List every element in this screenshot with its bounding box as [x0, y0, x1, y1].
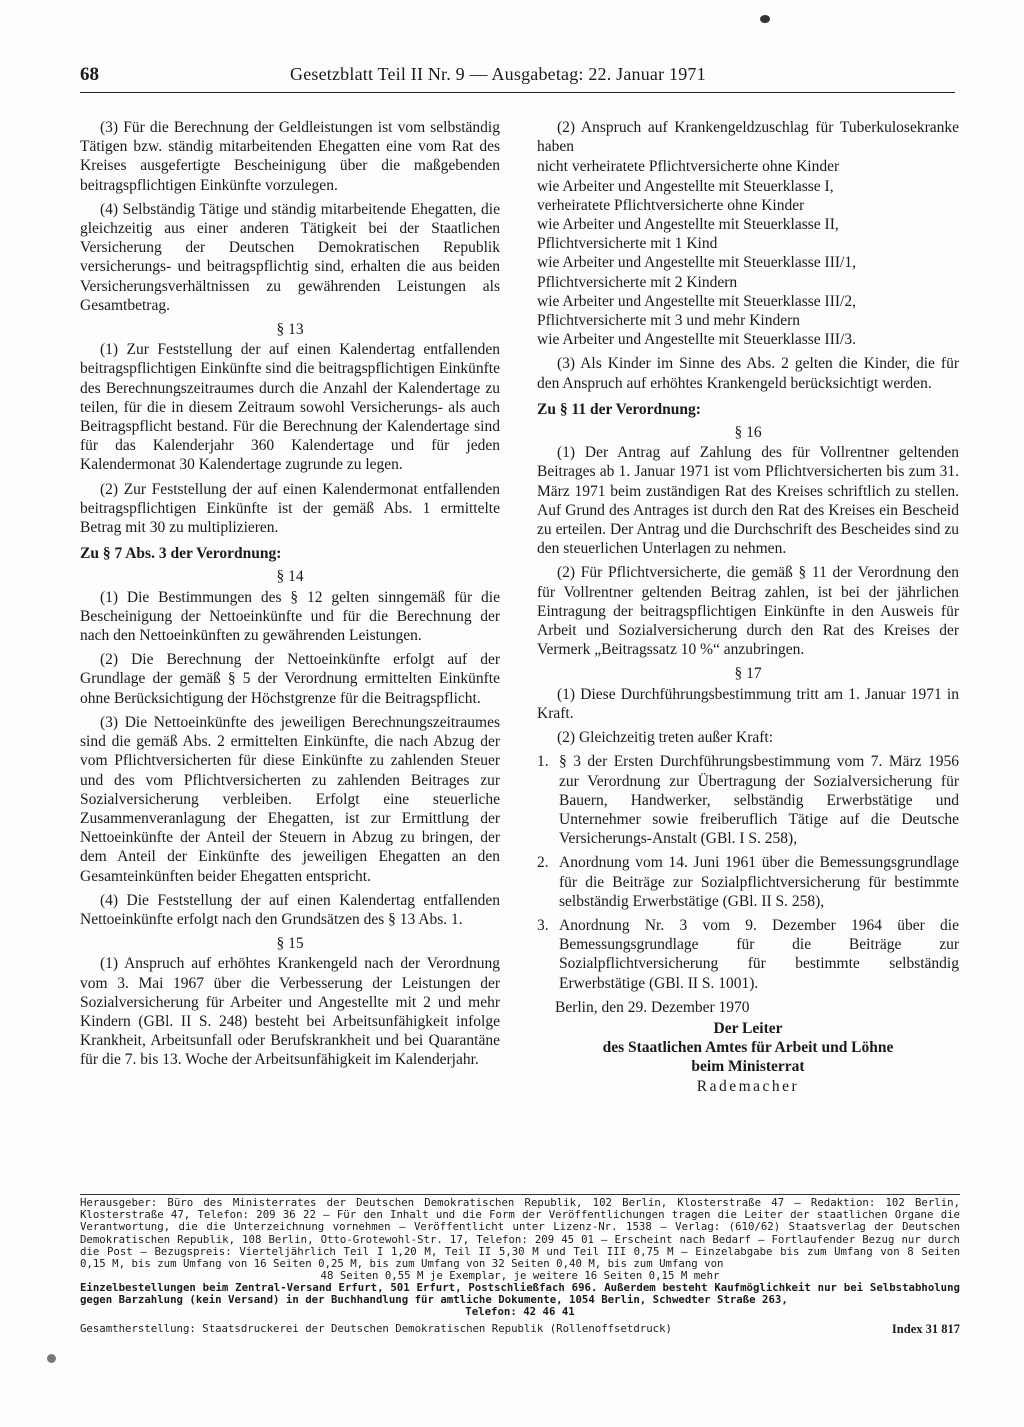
- entitlement-line: wie Arbeiter und Angestellte mit Steuerklasse III/3.: [537, 331, 856, 349]
- list-text: Anordnung vom 14. Juni 1961 über die Bemessungsgrundlage für die Beiträge zur Sozialpflichtversicherung für bestimmte selbständig Erwerbstätige (GBl. II S. 258),: [559, 854, 959, 910]
- list-item: [537, 916, 959, 993]
- paragraph: (3) Für die Berechnung der Geldleistungen ist vom selbständig Tätigen bzw. ständig mitarbeitenden Ehegatten eine vom Rat des Kreises ausgefertigte Bescheinigung über die maßgebenden beitragspflichtigen Einkünfte vorzulegen.: [80, 119, 500, 194]
- paragraph: (1) Diese Durchführungsbestimmung tritt am 1. Januar 1971 in Kraft.: [537, 685, 959, 722]
- right-column: [537, 118, 959, 1096]
- paragraph: (2) Gleichzeitig treten außer Kraft:: [557, 729, 774, 747]
- list-number: 2.: [537, 854, 549, 872]
- entitlement-line: wie Arbeiter und Angestellte mit Steuerklasse I,: [537, 177, 834, 195]
- entitlement-line: Pflichtversicherte mit 3 und mehr Kindern: [537, 312, 801, 330]
- paragraph: (2) Für Pflichtversicherte, die gemäß § 11 der Verordnung den für Vollrentner geltenden Beitrag zahlen, ist bei der jährlichen Eintragung der beitragspflichtigen Einkünfte in den Ausweis für Arbeit und Sozialversicherung durch den Rat des Kreises der Vermerk „Beitragssatz 10 %“ anzubringen.: [537, 564, 959, 659]
- signatory-title: des Staatlichen Amtes für Arbeit und Löhne: [602, 1038, 894, 1056]
- signatory-name: Rademacher: [696, 1077, 800, 1095]
- printer-credit: Gesamtherstellung: Staatsdruckerei der Deutschen Demokratischen Republik (Rollenoffsetdruck): [80, 1322, 672, 1335]
- paragraph: (2) Anspruch auf Krankengeldzuschlag für Tuberkulosekranke haben: [537, 119, 959, 156]
- paragraph: (1) Zur Feststellung der auf einen Kalendertag entfallenden beitragspflichtigen Einkünfte sind die beitragspflichtigen Einkünfte des Berechnungszeitraumes durch die Anzahl der Kalendertage zu teilen, für die in diesem Zeitraum sowohl Versicherungs- als auch Beitragspflicht bestand. Für die Berechnung der Kalendertage sind für das Kalenderjahr 360 Kalendertage und für jeden Kalendermonat 30 Kalendertage zugrunde zu legen.: [80, 341, 500, 474]
- ordering-info: [80, 1282, 960, 1319]
- regulation-reference: Zu § 7 Abs. 3 der Verordnung:: [80, 545, 282, 563]
- signatory-title: Der Leiter: [713, 1019, 783, 1037]
- paragraph: (3) Die Nettoeinkünfte des jeweiligen Berechnungszeitraumes sind die gemäß Abs. 2 ermittelten Einkünfte, die nach Abzug der vom Pflichtversicherten für diese Einkünfte zu zahlenden Steuer und des vom Pflichtversicherten zu zahlenden Beitrages zur Sozialversicherung verbleiben. Erfolgt eine steuerliche Zusammenveranlagung der Ehegatten, ist zur Ermittlung der Nettoeinkünfte der Anteil der Steuern in Abzug zu bringen, der dem Anteil der Einkünfte des jeweiligen Ehegatten an den Gesamteinkünften beider Ehegatten entspricht.: [80, 713, 500, 885]
- ordering-text: Einzelbestellungen beim Zentral-Versand Erfurt, 501 Erfurt, Postschließfach 696. Außerdem besteht Kaufmöglichkeit nur bei Selbstabholung gegen Barzahlung (kein Versand) in der Buchhandlung für amtliche Dokumente, 1054 Berlin, Schwedter Straße 263,: [80, 1281, 960, 1307]
- ink-spot: [47, 1354, 56, 1363]
- section-heading: § 13: [276, 321, 304, 339]
- section-heading: § 16: [734, 424, 762, 442]
- entitlement-line: verheiratete Pflichtversicherte ohne Kinder: [537, 196, 805, 214]
- list-text: § 3 der Ersten Durchführungsbestimmung vom 7. März 1956 zur Verordnung zur Übertragung der Sozialversicherung für Bauern, Handwerker, selbständig Erwerbstätige und Unternehmer sowie freiberuflich Tätige auf die Deutsche Versicherungs-Anstalt (GBl. I S. 258),: [559, 753, 959, 848]
- paragraph: (1) Anspruch auf erhöhtes Krankengeld nach der Verordnung vom 3. Mai 1967 über die Verbesserung der Leistungen der Sozialversicherung für Arbeiter und Angestellte mit 2 und mehr Kindern (GBl. II S. 248) besteht bei Arbeitsunfähigkeit infolge Krankheit, Arbeitsunfall oder Berufskrankheit und bei Quarantäne für die 7. bis 13. Woche der Arbeitsunfähigkeit im Kalenderjahr.: [80, 955, 500, 1069]
- paragraph: (1) Die Bestimmungen des § 12 gelten sinngemäß für die Bescheinigung der Nettoeinkünfte und für die Berechnung der nach den Nettoeinkünften zu gewährenden Leistungen.: [80, 588, 500, 645]
- ordering-phone: Telefon: 42 46 41: [465, 1305, 575, 1319]
- place-date: Berlin, den 29. Dezember 1970: [555, 998, 750, 1016]
- regulation-reference: Zu § 11 der Verordnung:: [537, 400, 701, 418]
- ink-spot: [760, 15, 770, 23]
- imprint-text: Herausgeber: Büro des Ministerrates der Deutschen Demokratischen Republik, 102 Berlin, Klosterstraße 47 — Redaktion: 102 Berlin, Klosterstraße 47, Telefon: 209 36 22 — Für den Inhalt und die Form der Veröffentlichungen tragen die Leiter der staatlichen Organe die Verantwortung, die die Unterzeichnung vornehmen — Veröffentlicht unter Lizenz-Nr. 1538 — Verlag: (610/62) Staatsverlag der Deutschen Demokratischen Republik, 108 Berlin, Otto-Grotewohl-Str. 17, Telefon: 209 45 01 — Erscheint nach Bedarf — Fortlaufender Bezug nur durch die Post — Bezugspreis: Vierteljährlich Teil I 1,20 M, Teil II 5,30 M und Teil III 0,75 M — Einzelabgabe bis zum Umfang von 8 Seiten 0,15 M, bis zum Umfang von 16 Seiten 0,25 M, bis zum Umfang von 32 Seiten 0,40 M, bis zum Umfang von: [80, 1196, 960, 1271]
- section-heading: § 17: [734, 665, 762, 683]
- section-heading: § 15: [276, 935, 304, 953]
- list-number: 3.: [537, 916, 549, 934]
- section-heading: § 14: [276, 568, 304, 586]
- entitlement-line: nicht verheiratete Pflichtversicherte ohne Kinder: [537, 158, 840, 176]
- entitlement-line: wie Arbeiter und Angestellte mit Steuerklasse III/2,: [537, 292, 856, 310]
- paragraph: (2) Zur Feststellung der auf einen Kalendermonat entfallenden beitragspflichtigen Einkünfte ist der gemäß Abs. 1 ermittelte Betrag mit 30 zu multiplizieren.: [80, 480, 500, 537]
- entitlement-line: Pflichtversicherte mit 2 Kindern: [537, 273, 738, 291]
- gazette-title: Gesetzblatt Teil II Nr. 9 — Ausgabetag: 22. Januar 1971: [290, 64, 706, 84]
- list-item: [537, 752, 959, 848]
- index-number: Index 31 817: [891, 1322, 960, 1336]
- page-header: [80, 64, 955, 93]
- list-text: Anordnung Nr. 3 vom 9. Dezember 1964 über die Bemessungsgrundlage für die Beiträge zur Sozialpflichtversicherung für bestimmte selbständig Erwerbstätige (GBl. II S. 1001).: [559, 916, 959, 992]
- paragraph: (3) Als Kinder im Sinne des Abs. 2 gelten die Kinder, die für den Anspruch auf erhöhtes Krankengeld berücksichtigt werden.: [537, 355, 959, 392]
- entitlement-line: wie Arbeiter und Angestellte mit Steuerklasse III/1,: [537, 254, 856, 272]
- imprint-price-line: 48 Seiten 0,55 M je Exemplar, je weitere 16 Seiten 0,15 M mehr: [320, 1269, 720, 1283]
- signatory-title: beim Ministerrat: [691, 1057, 805, 1075]
- paragraph: (4) Selbständig Tätige und ständig mitarbeitende Ehegatten, die gleichzeitig aus einer anderen Tätigkeit bei der Staatlichen Versicherung der Deutschen Demokratischen Republik versicherungs- und beitragspflichtig sind, erhalten die aus beiden Versicherungsverhältnissen zu gewährenden Leistungen als Gesamtbetrag.: [80, 200, 500, 314]
- entitlement-line: Pflichtversicherte mit 1 Kind: [537, 235, 718, 253]
- paragraph: (2) Die Berechnung der Nettoeinkünfte erfolgt auf der Grundlage der gemäß § 5 der Verordnung ermittelten Einkünfte ohne Berücksichtigung der Höchstgrenze für die Beitragspflicht.: [80, 651, 500, 707]
- publisher-imprint: [80, 1194, 960, 1282]
- list-number: 1.: [537, 753, 549, 771]
- left-column: [80, 118, 500, 1075]
- entitlement-line: wie Arbeiter und Angestellte mit Steuerklasse II,: [537, 216, 839, 234]
- paragraph: (4) Die Feststellung der auf einen Kalendertag entfallenden Nettoeinkünfte erfolgt nach den Grundsätzen des § 13 Abs. 1.: [80, 891, 500, 928]
- paragraph: (1) Der Antrag auf Zahlung des für Vollrentner geltenden Beitrages ab 1. Januar 1971 ist vom Pflichtversicherten bis zum 31. März 1971 beim zuständigen Rat des Kreises schriftlich zu stellen. Auf Grund des Antrages ist durch den Rat des Kreises ein Bescheid zu erteilen. Der Antrag und die Durchschrift des Bescheides sind zu den steuerlichen Unterlagen zu nehmen.: [537, 444, 959, 558]
- list-item: [537, 853, 959, 911]
- page-number: 68: [80, 64, 99, 85]
